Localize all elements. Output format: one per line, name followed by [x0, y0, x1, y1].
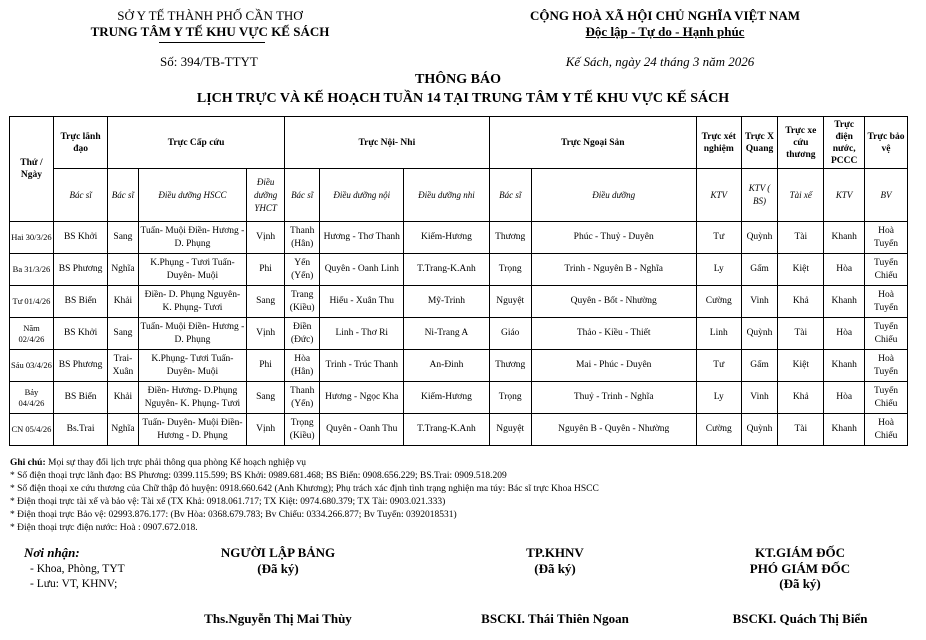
- er-yhct-cell: Phi: [247, 254, 285, 286]
- recipients-label: Nơi nhận:: [24, 545, 80, 560]
- header-day: Thứ / Ngày: [10, 117, 54, 222]
- note-line: * Số điện thoại xe cứu thương của Chữ thập đỏ huyện: 0918.660.642 (Anh Khương); Phụ trách xác định tình trạng nghiện ma túy: Bác sĩ trực Khoa HSCC: [10, 484, 599, 494]
- xray-cell: Quỳnh: [741, 414, 778, 446]
- leader-cell: BS Phương: [53, 350, 107, 382]
- lab-cell: Ly: [696, 254, 741, 286]
- signer2-status: (Đã ký): [534, 561, 576, 576]
- subheader: Bác sĩ: [108, 169, 138, 222]
- surg-nurse-cell: Trinh - Nguyên B - Nghĩa: [531, 254, 696, 286]
- pedi-doctor-cell: Trang (Kiều): [284, 286, 320, 318]
- notes-label: Ghi chú:: [10, 458, 46, 468]
- er-doctor-cell: Nghĩa: [108, 414, 138, 446]
- subheader: Điều dưỡng YHCT: [247, 169, 285, 222]
- table-row: [10, 222, 908, 254]
- pedi-doctor-cell: Yến (Yến): [284, 254, 320, 286]
- subheader: KTV: [824, 169, 865, 222]
- motto: Độc lập - Tự do - Hạnh phúc: [585, 24, 745, 39]
- department-name: SỞ Y TẾ THÀNH PHỐ CẦN THƠ: [117, 8, 303, 23]
- er-doctor-cell: Sang: [108, 318, 138, 350]
- er-nurse-cell: K.Phụng- Tươi Tuấn- Duyên- Muội: [138, 350, 247, 382]
- guard-cell: Hoà Tuyến: [865, 222, 908, 254]
- pedi-doctor-cell: Trọng (Kiều): [284, 414, 320, 446]
- surg-doctor-cell: Trọng: [489, 254, 531, 286]
- internal-nurse-cell: Hiếu - Xuân Thu: [320, 286, 404, 318]
- internal-nurse-cell: Linh - Thơ Ri: [320, 318, 404, 350]
- subheader: Điều dưỡng HSCC: [138, 169, 247, 222]
- leader-cell: Bs.Trai: [53, 414, 107, 446]
- pedi-nurse-cell: An-Đinh: [404, 350, 490, 382]
- power-cell: Hòa: [824, 382, 865, 414]
- header-power-fire: Trực điện nước, PCCC: [824, 117, 865, 169]
- recipient-2: - Lưu: VT, KHNV;: [30, 578, 118, 590]
- pedi-nurse-cell: Ni-Trang A: [404, 318, 490, 350]
- er-nurse-cell: Điền- Hương- D.Phụng Nguyên- K. Phụng- Tươi: [138, 382, 247, 414]
- lab-cell: Linh: [696, 318, 741, 350]
- day-cell: Tư 01/4/26: [10, 286, 54, 318]
- pedi-doctor-cell: Thanh (Hân): [284, 222, 320, 254]
- pedi-nurse-cell: Kiếm-Hương: [404, 382, 490, 414]
- header-xray: Trực X Quang: [741, 117, 778, 169]
- subheader: BV: [865, 169, 908, 222]
- er-nurse-cell: Tuấn- Muội Điền- Hương - D. Phụng: [138, 318, 247, 350]
- internal-nurse-cell: Hương - Thơ Thanh: [320, 222, 404, 254]
- driver-cell: Khả: [778, 286, 824, 318]
- driver-cell: Kiệt: [778, 350, 824, 382]
- lab-cell: Cường: [696, 414, 741, 446]
- leader-cell: BS Biển: [53, 382, 107, 414]
- guard-cell: Hoà Chiếu: [865, 414, 908, 446]
- header-internal-pediatrics: Trực Nội- Nhi: [284, 117, 489, 169]
- power-cell: Khanh: [824, 222, 865, 254]
- power-cell: Hòa: [824, 254, 865, 286]
- document-date: Kế Sách, ngày 24 tháng 3 năm 2026: [565, 54, 755, 69]
- day-cell: Ba 31/3/26: [10, 254, 54, 286]
- day-cell: Bảy 04/4/26: [10, 382, 54, 414]
- surg-doctor-cell: Nguyệt: [489, 286, 531, 318]
- surg-nurse-cell: Thuỷ - Trinh - Nghĩa: [531, 382, 696, 414]
- header-leader: Trực lãnh đạo: [53, 117, 107, 169]
- document-number: Số: 394/TB-TTYT: [160, 54, 258, 69]
- xray-cell: Vinh: [741, 286, 778, 318]
- lab-cell: Cường: [696, 286, 741, 318]
- table-row: [10, 382, 908, 414]
- signer3-name: BSCKI. Quách Thị Biển: [732, 611, 868, 626]
- surg-doctor-cell: Nguyệt: [489, 414, 531, 446]
- driver-cell: Tài: [778, 414, 824, 446]
- surg-nurse-cell: Thảo - Kiều - Thiết: [531, 318, 696, 350]
- er-yhct-cell: Sang: [247, 382, 285, 414]
- xray-cell: Gấm: [741, 350, 778, 382]
- pedi-doctor-cell: Hòa (Hân): [284, 350, 320, 382]
- notes-section: [10, 457, 599, 535]
- leader-cell: BS Biển: [53, 286, 107, 318]
- subheader: KTV: [696, 169, 741, 222]
- guard-cell: Hoà Tuyến: [865, 286, 908, 318]
- pedi-doctor-cell: Thanh (Yến): [284, 382, 320, 414]
- power-cell: Khanh: [824, 414, 865, 446]
- er-nurse-cell: Tuấn- Muội Điền- Hương - D. Phụng: [138, 222, 247, 254]
- subheader: Điều dưỡng: [531, 169, 696, 222]
- subheader: Điều dưỡng nhi: [404, 169, 490, 222]
- signer2-name: BSCKI. Thái Thiên Ngoan: [481, 611, 629, 626]
- table-row: [10, 318, 908, 350]
- internal-nurse-cell: Quyên - Oanh Thu: [320, 414, 404, 446]
- table-row: [10, 254, 908, 286]
- surg-nurse-cell: Mai - Phúc - Duyên: [531, 350, 696, 382]
- internal-nurse-cell: Hương - Ngọc Kha: [320, 382, 404, 414]
- table-row: [10, 286, 908, 318]
- notice-subtitle: LỊCH TRỰC VÀ KẾ HOẠCH TUẦN 14 TẠI TRUNG TÂM Y TẾ KHU VỰC KẾ SÁCH: [196, 91, 730, 106]
- header-ambulance: Trực xe cứu thương: [778, 117, 824, 169]
- er-nurse-cell: K.Phụng - Tươi Tuấn- Duyên- Muội: [138, 254, 247, 286]
- er-yhct-cell: Vịnh: [247, 318, 285, 350]
- notice-title: THÔNG BÁO: [415, 72, 501, 87]
- pedi-doctor-cell: Điền (Đức): [284, 318, 320, 350]
- table-row: [10, 414, 908, 446]
- xray-cell: Quỳnh: [741, 318, 778, 350]
- surg-doctor-cell: Thương: [489, 222, 531, 254]
- power-cell: Khanh: [824, 286, 865, 318]
- guard-cell: Tuyến Chiếu: [865, 318, 908, 350]
- signer3-status: (Đã ký): [779, 576, 821, 591]
- internal-nurse-cell: Quyên - Oanh Linh: [320, 254, 404, 286]
- guard-cell: Tuyến Chiếu: [865, 254, 908, 286]
- header-emergency: Trực Cấp cứu: [108, 117, 285, 169]
- leader-cell: BS Phương: [53, 254, 107, 286]
- table-row: [10, 350, 908, 382]
- surg-nurse-cell: Phúc - Thuỷ - Duyên: [531, 222, 696, 254]
- leader-cell: BS Khởi: [53, 318, 107, 350]
- er-nurse-cell: Tuấn- Duyên- Muội Điền- Hương - D. Phụng: [138, 414, 247, 446]
- recipient-1: - Khoa, Phòng, TYT: [30, 563, 125, 575]
- notes-first: Mọi sự thay đổi lịch trực phải thông qua phòng Kế hoạch nghiệp vụ: [45, 458, 307, 468]
- signer3-title: KT.GIÁM ĐỐC: [754, 545, 846, 560]
- er-nurse-cell: Điền- D. Phụng Nguyên- K. Phụng- Tươi: [138, 286, 247, 318]
- leader-cell: BS Khởi: [53, 222, 107, 254]
- xray-cell: Gấm: [741, 254, 778, 286]
- pedi-nurse-cell: T.Trang-K.Anh: [404, 414, 490, 446]
- day-cell: CN 05/4/26: [10, 414, 54, 446]
- driver-cell: Tài: [778, 222, 824, 254]
- pedi-nurse-cell: Kiếm-Hương: [404, 222, 490, 254]
- signer1-title: NGƯỜI LẬP BẢNG: [220, 545, 336, 560]
- surg-doctor-cell: Thương: [489, 350, 531, 382]
- header-surgery-obstetrics: Trực Ngoại Sản: [489, 117, 696, 169]
- er-yhct-cell: Phi: [247, 350, 285, 382]
- guard-cell: Hoà Tuyến: [865, 350, 908, 382]
- power-cell: Khanh: [824, 350, 865, 382]
- er-doctor-cell: Nghĩa: [108, 254, 138, 286]
- day-cell: Sáu 03/4/26: [10, 350, 54, 382]
- surg-nurse-cell: Nguyên B - Quyên - Nhường: [531, 414, 696, 446]
- surg-doctor-cell: Trọng: [489, 382, 531, 414]
- schedule-rows: [10, 222, 908, 446]
- subheader: Tài xế: [778, 169, 824, 222]
- pedi-nurse-cell: Mỹ-Trinh: [404, 286, 490, 318]
- subheader: Bác sĩ: [284, 169, 320, 222]
- note-line: * Số điện thoại trực lãnh đạo: BS Phương: 0399.115.599; BS Khởi: 0989.681.468; BS Biển: 0908.656.229; BS.Trai: 0909.518.209: [10, 471, 507, 481]
- duty-schedule-table: [9, 116, 908, 446]
- power-cell: Hòa: [824, 318, 865, 350]
- guard-cell: Tuyến Chiếu: [865, 382, 908, 414]
- note-line: * Điện thoại trực tài xế và bảo vệ: Tài xế (TX Khả: 0918.061.717; TX Kiệt: 0974.680.379; TX Tài: 0903.021.333): [10, 497, 446, 507]
- subheader: Điều dưỡng nội: [320, 169, 404, 222]
- er-doctor-cell: Khải: [108, 382, 138, 414]
- driver-cell: Kiệt: [778, 254, 824, 286]
- day-cell: Hai 30/3/26: [10, 222, 54, 254]
- header-divider-left: [159, 42, 265, 43]
- header-lab: Trực xét nghiệm: [696, 117, 741, 169]
- signer3-subtitle: PHÓ GIÁM ĐỐC: [749, 561, 851, 576]
- note-line: * Điện thoại trực Bảo vệ: 02993.876.177: (Bv Hòa: 0368.679.783; Bv Chiếu: 0334.266.877; Bv Tuyến: 0392018531): [10, 510, 457, 520]
- er-doctor-cell: Sang: [108, 222, 138, 254]
- subheader: Bác sĩ: [489, 169, 531, 222]
- xray-cell: Vinh: [741, 382, 778, 414]
- er-yhct-cell: Sang: [247, 286, 285, 318]
- subheader: Bác sĩ: [53, 169, 107, 222]
- subheader: KTV ( BS): [741, 169, 778, 222]
- signer2-title: TP.KHNV: [526, 545, 584, 560]
- driver-cell: Khả: [778, 382, 824, 414]
- driver-cell: Tài: [778, 318, 824, 350]
- lab-cell: Tư: [696, 222, 741, 254]
- note-line: * Điện thoại trực điện nước: Hoà : 0907.672.018.: [10, 523, 198, 533]
- er-yhct-cell: Vịnh: [247, 414, 285, 446]
- header-guard: Trực bảo vệ: [865, 117, 908, 169]
- lab-cell: Tư: [696, 350, 741, 382]
- center-name: TRUNG TÂM Y TẾ KHU VỰC KẾ SÁCH: [90, 24, 330, 39]
- xray-cell: Quỳnh: [741, 222, 778, 254]
- er-doctor-cell: Khải: [108, 286, 138, 318]
- day-cell: Năm 02/4/26: [10, 318, 54, 350]
- signer1-name: Ths.Nguyễn Thị Mai Thùy: [204, 611, 352, 626]
- er-yhct-cell: Vịnh: [247, 222, 285, 254]
- er-doctor-cell: Trai- Xuân: [108, 350, 138, 382]
- signer1-status: (Đã ký): [257, 561, 299, 576]
- surg-nurse-cell: Quyên - Bốt - Nhường: [531, 286, 696, 318]
- lab-cell: Ly: [696, 382, 741, 414]
- internal-nurse-cell: Trinh - Trúc Thanh: [320, 350, 404, 382]
- nation-title: CỘNG HOÀ XÃ HỘI CHỦ NGHĨA VIỆT NAM: [529, 8, 801, 23]
- pedi-nurse-cell: T.Trang-K.Anh: [404, 254, 490, 286]
- surg-doctor-cell: Giáo: [489, 318, 531, 350]
